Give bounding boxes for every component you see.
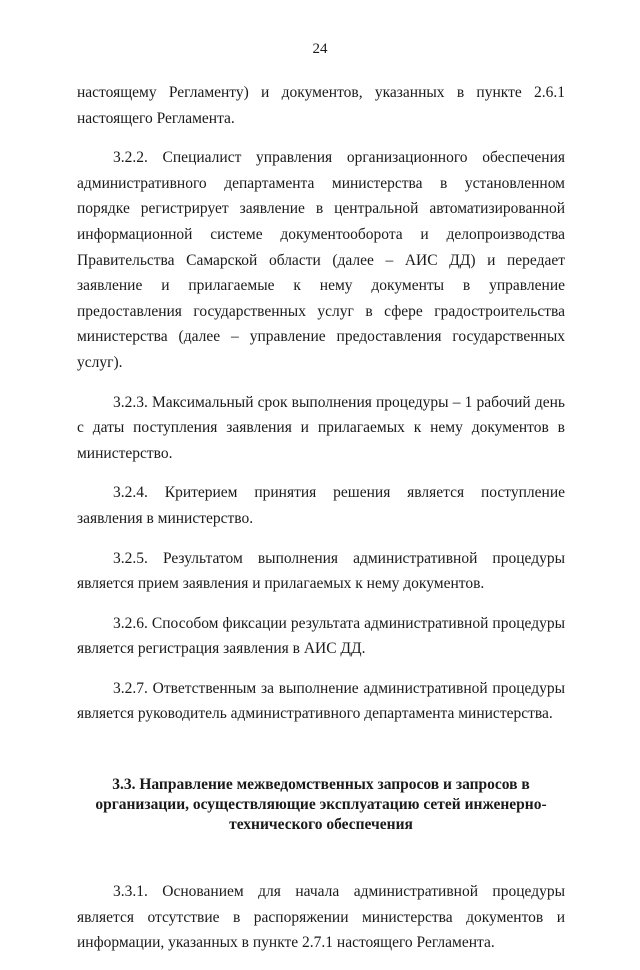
heading-line: организации, осуществляющие эксплуатацию сетей инженерно- bbox=[95, 796, 547, 814]
paragraph-continuation: настоящему Регламенту) и документов, указанных в пункте 2.6.1 настоящего Регламента. bbox=[77, 84, 565, 127]
paragraph-3-2-5: 3.2.5. Результатом выполнения административной процедуры является прием заявления и прилагаемых к нему документов. bbox=[77, 549, 565, 593]
document-body bbox=[77, 80, 565, 970]
paragraph-3-2-6: 3.2.6. Способом фиксации результата административной процедуры является регистрация заявления в АИС ДД. bbox=[77, 614, 565, 658]
section-heading-3-3 bbox=[77, 775, 565, 835]
page-number: 24 bbox=[312, 41, 328, 57]
paragraph-3-2-7: 3.2.7. Ответственным за выполнение административной процедуры является руководитель административного департамента министерства. bbox=[77, 679, 565, 723]
paragraph-3-2-4: 3.2.4. Критерием принятия решения является поступление заявления в министерство. bbox=[77, 484, 565, 527]
heading-line: 3.3. Направление межведомственных запросов и запросов в bbox=[112, 776, 530, 794]
paragraph-3-3-1: 3.3.1. Основанием для начала административной процедуры является отсутствие в распоряжении министерства документов и информации, указанных в пункте 2.7.1 настоящего Регламента. bbox=[77, 883, 565, 952]
paragraph-3-2-3: 3.2.3. Максимальный срок выполнения процедуры – 1 рабочий день с даты поступления заявления и прилагаемых к нему документов в министерство. bbox=[77, 393, 565, 462]
heading-line: технического обеспечения bbox=[229, 816, 413, 834]
paragraph-3-2-2: 3.2.2. Специалист управления организационного обеспечения административного департамента министерства в установленном порядке регистрирует заявление в центральной автоматизированной информационной системе документооборота и делопроизводства Правительства Самарской области (далее – АИС ДД) и передает заявление и прилагаемые к нему документы в управление предоставления государственных услуг в сфере градостроительства министерства (далее – управление предоставления государственных услуг). bbox=[77, 149, 565, 371]
